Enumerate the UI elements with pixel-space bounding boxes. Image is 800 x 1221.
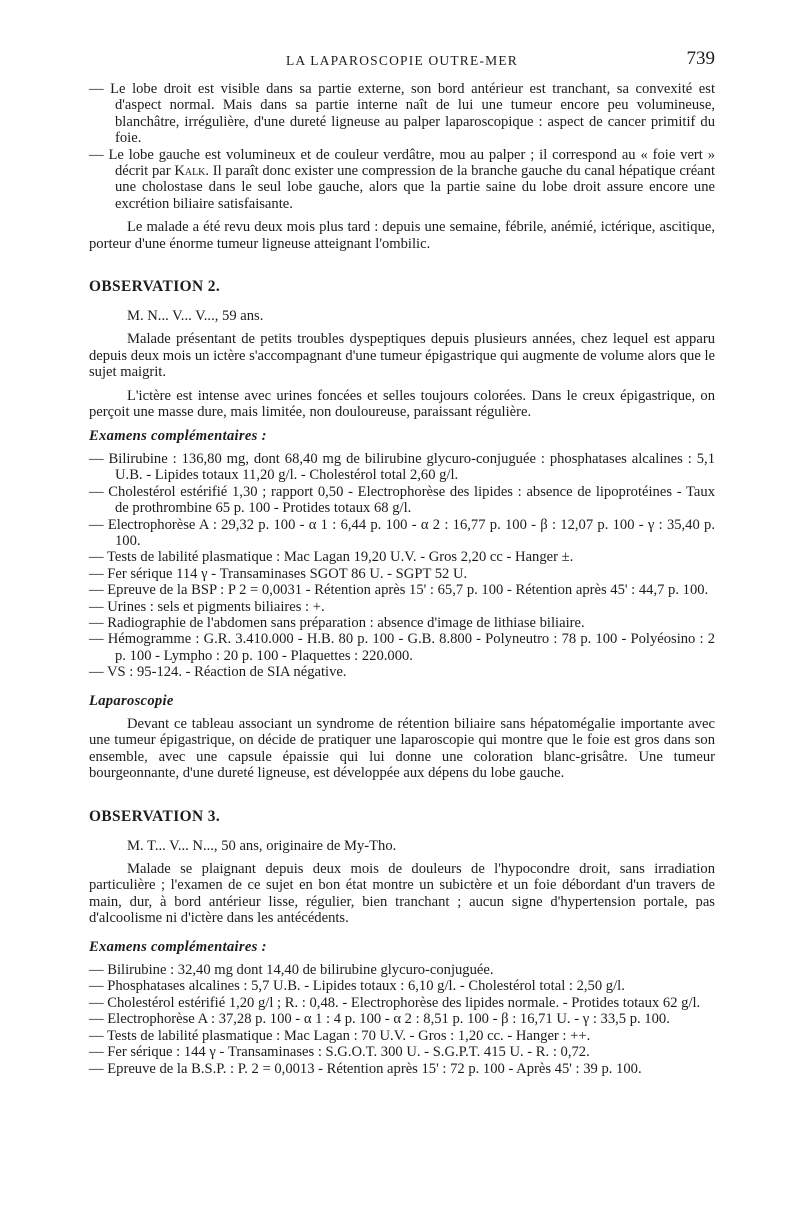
- exam-item: — Hémogramme : G.R. 3.410.000 - H.B. 80 p. 100 - G.B. 8.800 - Polyneutro : 78 p. 100 - Polyéosino : 2 p. 100 - Lympho : 20 p. 100 - Plaquettes : 220.000.: [89, 631, 715, 664]
- exam-item: — Cholestérol estérifié 1,30 ; rapport 0,50 - Electrophorèse des lipides : absence de lipoprotéines - Taux de prothrombine 65 p. 100 - Protides totaux 68 g/l.: [89, 483, 715, 517]
- observation-2-patient: M. N... V... V..., 59 ans.: [127, 308, 264, 325]
- finding-left-lobe: — Le lobe gauche est volumineux et de couleur verdâtre, mou au palper ; il correspond au « foie vert » décrit par Kalk. Il paraît donc exister une compression de la branche gauche du canal hépatique créant une cholostase dans le seul lobe gauche, alors que la partie saine du lobe droit assure encore une excrétion biliaire satisfaisante.: [89, 146, 716, 212]
- exam-item: — VS : 95-124. - Réaction de SIA négative.: [89, 664, 347, 681]
- exam-item: — Fer sérique : 144 γ - Transaminases : S.G.O.T. 300 U. - S.G.P.T. 415 U. - R. : 0,72.: [89, 1044, 590, 1061]
- exam-item: — Bilirubine : 136,80 mg, dont 68,40 mg de bilirubine glycuro-conjuguée : phosphatases alcalines : 5,1 U.B. - Lipides totaux 11,20 g/l. - Cholestérol total 2,60 g/l.: [89, 450, 715, 484]
- running-title: LA LAPAROSCOPIE OUTRE-MER: [285, 53, 519, 68]
- observation-2-exams-list: [89, 451, 715, 681]
- exam-item: — Electrophorèse A : 37,28 p. 100 - α 1 : 4 p. 100 - α 2 : 8,51 p. 100 - β : 16,71 U. - γ : 33,5 p. 100.: [89, 1011, 670, 1028]
- exam-item: — Phosphatases alcalines : 5,7 U.B. - Lipides totaux : 6,10 g/l. - Cholestérol total : 2,50 g/l.: [89, 978, 625, 995]
- exam-item: — Tests de labilité plasmatique : Mac Lagan : 70 U.V. - Gros : 1,20 cc. - Hanger : ++.: [89, 1027, 591, 1044]
- observation-2-exams-heading: Examens complémentaires :: [89, 427, 267, 444]
- finding-right-lobe: — Le lobe droit est visible dans sa partie externe, son bord antérieur est tranchant, sa convexité est d'aspect normal. Mais dans sa partie interne naît de lui une tumeur encore peu volumineuse, blanchâtre, irrégulière, d'une dureté ligneuse au palper laparoscopique : aspect de cancer primitif du foie.: [89, 81, 715, 147]
- exam-item: — Cholestérol estérifié 1,20 g/l ; R. : 0,48. - Electrophorèse des lipides normale. - Protides totaux 62 g/l.: [89, 994, 701, 1011]
- observation-3-title: OBSERVATION 3.: [89, 807, 221, 825]
- observation-2: [89, 278, 715, 782]
- exam-item: — Electrophorèse A : 29,32 p. 100 - α 1 : 6,44 p. 100 - α 2 : 16,77 p. 100 - β : 12,07 p. 100 - γ : 35,40 p. 100.: [89, 516, 715, 549]
- running-header: [89, 48, 715, 74]
- exam-item: — Bilirubine : 32,40 mg dont 14,40 de bilirubine glycuro-conjuguée.: [89, 962, 494, 979]
- observation-3-patient: M. T... V... N..., 50 ans, originaire de My-Tho.: [127, 837, 397, 854]
- observation-3-exams-list: [89, 962, 715, 1077]
- intro-findings: [89, 81, 715, 212]
- document-page: [89, 48, 715, 1077]
- page-number: 739: [686, 48, 715, 69]
- observation-3-exams-heading: Examens complémentaires :: [89, 938, 267, 955]
- exam-item: — Urines : sels et pigments biliaires : +.: [89, 598, 325, 615]
- observation-2-clinical: L'ictère est intense avec urines foncées et selles toujours colorées. Dans le creux épigastrique, on perçoit une masse dure, mais limitée, non douloureuse, paraissant régulière.: [89, 387, 715, 421]
- observation-2-title: OBSERVATION 2.: [89, 278, 221, 296]
- exam-item: — Epreuve de la B.S.P. : P. 2 = 0,0013 - Rétention après 15' : 72 p. 100 - Après 45' : 39 p. 100.: [89, 1060, 642, 1077]
- exam-item: — Tests de labilité plasmatique : Mac Lagan 19,20 U.V. - Gros 2,20 cc - Hanger ±.: [89, 549, 574, 566]
- exam-item: — Fer sérique 114 γ - Transaminases SGOT 86 U. - SGPT 52 U.: [89, 565, 468, 582]
- author-name: Kalk: [174, 163, 206, 180]
- exam-item: — Epreuve de la BSP : P 2 = 0,0031 - Rétention après 15' : 65,7 p. 100 - Rétention après 45' : 44,7 p. 100.: [89, 582, 709, 599]
- observation-2-history: Malade présentant de petits troubles dyspeptiques depuis plusieurs années, chez lequel est apparu depuis deux mois un ictère s'accompagnant d'une tumeur épigastrique qui augmente de volume alors que le sujet maigrit.: [89, 331, 715, 381]
- observation-3: [89, 808, 715, 1077]
- observation-2-laparoscopy-text: Devant ce tableau associant un syndrome de rétention biliaire sans hépatomégalie importante avec une tumeur épigastrique, on décide de pratiquer une laparoscopie qui montre que le foie est gros dans son ensemble, avec une capsule épaissie qui lui donne une coloration blanc-grisâtre. Une tumeur bourgeonnante, d'une dureté ligneuse, est développée aux dépens du lobe gauche.: [89, 716, 715, 782]
- followup-paragraph: Le malade a été revu deux mois plus tard : depuis une semaine, fébrile, anémié, ictérique, ascitique, porteur d'une énorme tumeur ligneuse atteignant l'ombilic.: [89, 219, 715, 252]
- observation-3-history: Malade se plaignant depuis deux mois de douleurs de l'hypocondre droit, sans irradiation particulière ; l'examen de ce sujet en bon état montre un subictère et un foie débordant d'un travers de main, dur, à bord antérieur lisse, régulier, bien tranchant ; aucun signe d'hypertension portale, pas d'alcoolisme ni d'ictère dans les antécédents.: [89, 861, 715, 927]
- observation-2-laparoscopy-heading: Laparoscopie: [89, 692, 174, 709]
- exam-item: — Radiographie de l'abdomen sans préparation : absence d'image de lithiase biliaire.: [89, 614, 585, 631]
